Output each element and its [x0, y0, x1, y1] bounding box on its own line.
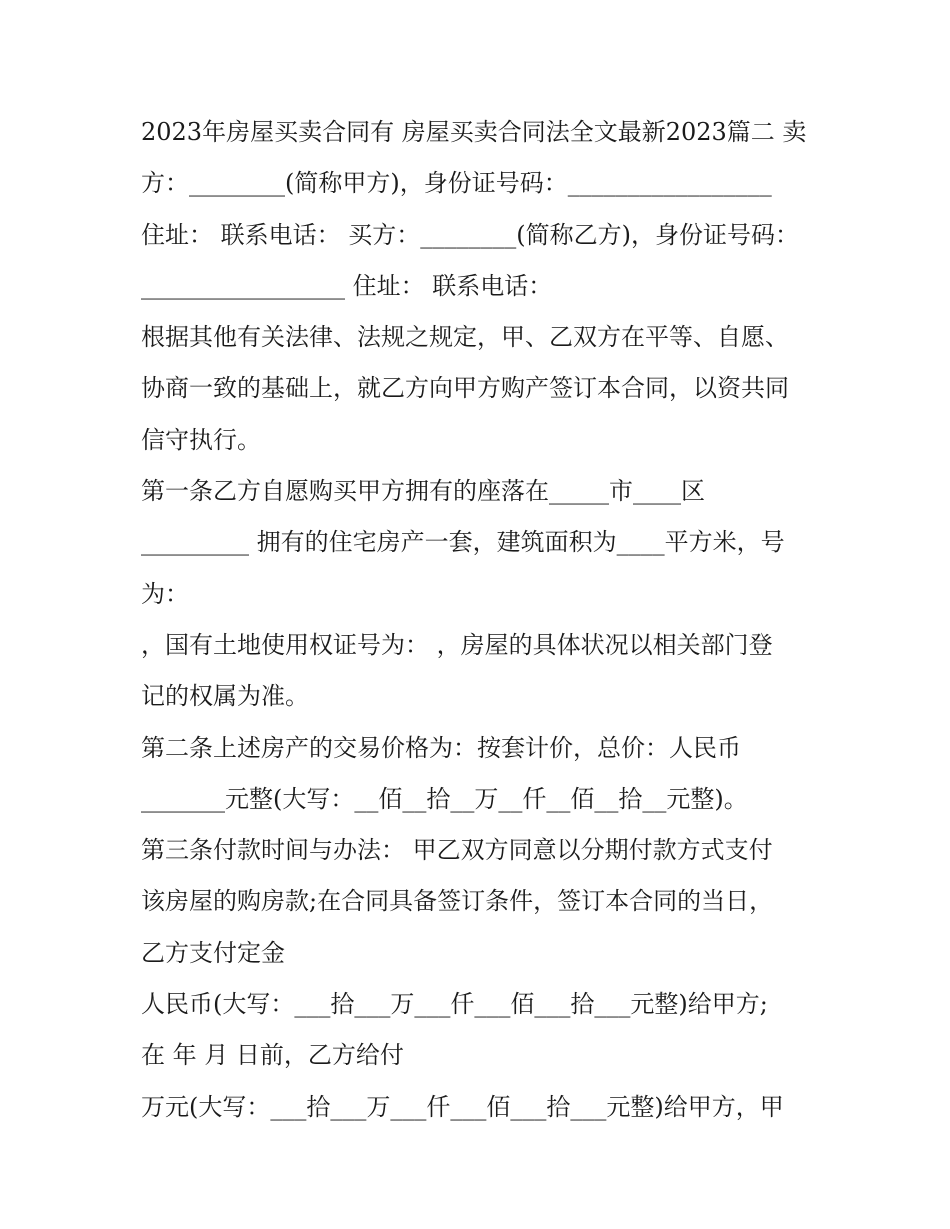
text-line-13: 第二条上述房产的交易价格为：按套计价，总价：人民币 — [141, 733, 741, 762]
text-line-12: 记的权属为准。 — [141, 682, 309, 711]
text-line-5: 根据其他有关法律、法规之规定，甲、乙双方在平等、自愿、 — [141, 323, 789, 352]
text-line-18: 人民币(大写：___拾___万___仟___佰___拾___元整)给甲方; — [141, 990, 768, 1019]
text-line-1: 2023年房屋买卖合同有 房屋买卖合同法全文最新2023篇二 卖 — [141, 118, 807, 146]
text-line-17: 乙方支付定金 — [141, 938, 285, 967]
text-line-3: 住址： 联系电话： 买方：________(简称乙方)，身份证号码： — [141, 220, 799, 249]
text-line-11: ，国有土地使用权证号为： ，房屋的具体状况以相关部门登 — [141, 630, 773, 659]
text-line-4: _________________ 住址： 联系电话： — [141, 271, 553, 300]
text-line-8: 第一条乙方自愿购买甲方拥有的座落在_____市____区 — [141, 477, 705, 506]
text-line-10: 为： — [141, 579, 189, 608]
contract-body-text — [141, 107, 821, 1133]
text-line-15: 第三条付款时间与办法： 甲乙双方同意以分期付款方式支付 — [141, 836, 773, 865]
text-line-16: 该房屋的购房款;在合同具备签订条件，签订本合同的当日， — [141, 887, 774, 916]
text-line-20: 万元(大写：___拾___万___仟___佰___拾___元整)给甲方，甲 — [141, 1092, 784, 1121]
text-line-19: 在 年 月 日前，乙方给付 — [141, 1041, 404, 1070]
text-line-9: _________ 拥有的住宅房产一套，建筑面积为____平方米，号 — [141, 528, 785, 557]
text-line-2: 方：________(简称甲方)，身份证号码：_________________ — [141, 169, 772, 198]
text-line-6: 协商一致的基础上，就乙方向甲方购产签订本合同，以资共同 — [141, 374, 789, 403]
text-line-14: _______元整(大写：__佰__拾__万__仟__佰__拾__元整)。 — [141, 784, 748, 813]
text-line-7: 信守执行。 — [141, 425, 261, 454]
